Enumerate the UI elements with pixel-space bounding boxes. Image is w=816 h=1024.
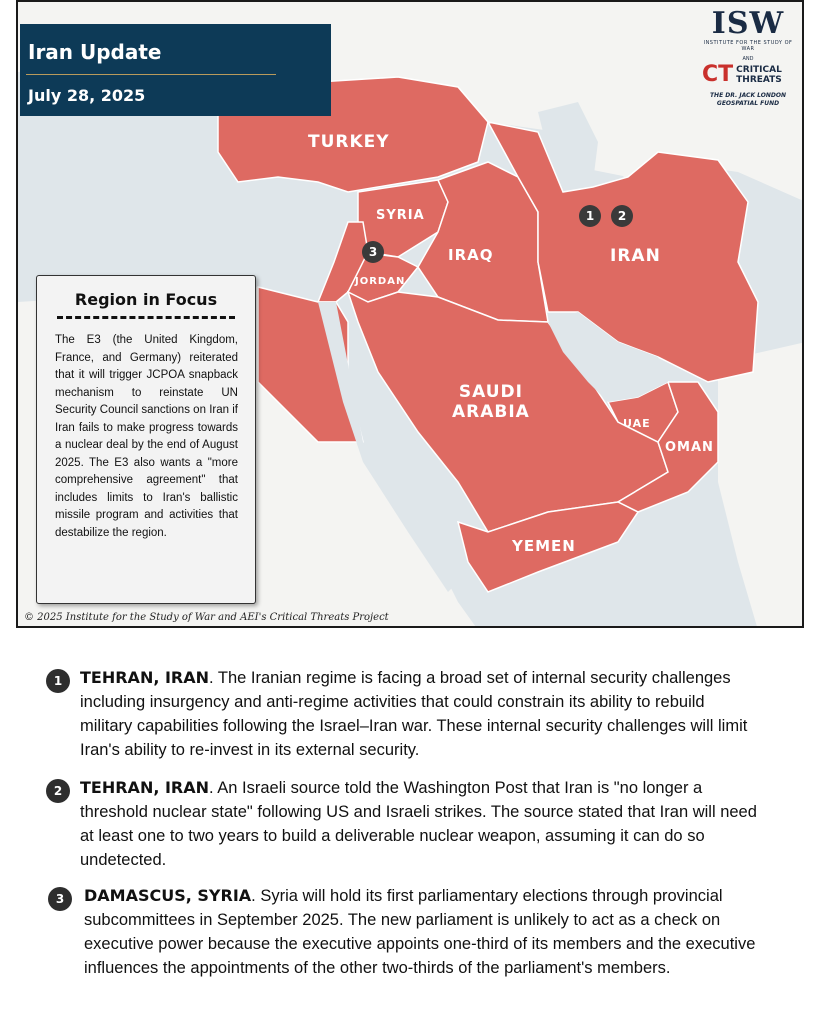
label-uae: UAE — [623, 417, 651, 430]
label-iraq: IRAQ — [448, 246, 494, 264]
label-syria: SYRIA — [376, 208, 425, 223]
update-number-badge: 3 — [48, 887, 72, 911]
update-body: . An Israeli source told the Washington Post that Iran is "no longer a threshold nuclear state" following US and Israeli strikes. The source stated that Iran will need at least one to two years to build a deliverable nuclear weapon, assuming it can do so undetected. — [80, 779, 757, 869]
region-in-focus-divider — [57, 316, 235, 319]
region-in-focus-body: The E3 (the United Kingdom, France, and Germany) reiterated that it will trigger JCPOA snapback mechanism to reinstate UN Security Council sanctions on Iran if Iran fails to make progress towards a nuclear deal by the end of August 2025. The E3 also wants a "more comprehensive agreement" that includes limits to Iran's ballistic missile program and activities that destabilize the region. — [55, 334, 238, 539]
map-copyright: © 2025 Institute for the Study of War and AEI's Critical Threats Project — [24, 612, 389, 623]
map-marker-3[interactable]: 3 — [362, 241, 384, 263]
update-body: . The Iranian regime is facing a broad set of internal security challenges including insurgency and anti-regime activities that could constrain its ability to rebuild military capabilities following the Israel–Iran war. These internal security challenges will limit Iran's ability to re-invest in its external security. — [80, 669, 748, 759]
fund-label: THE DR. JACK LONDON GEOSPATIAL FUND — [709, 92, 787, 107]
ct-logo-name: CRITICAL THREATS — [736, 65, 782, 85]
region-in-focus-panel — [36, 275, 256, 604]
update-location: TEHRAN, IRAN — [80, 668, 210, 687]
update-text — [80, 776, 770, 872]
label-jordan: JORDAN — [355, 276, 406, 287]
update-location: TEHRAN, IRAN — [80, 778, 210, 797]
page-title: Iran Update — [28, 40, 162, 64]
page-date: July 28, 2025 — [28, 86, 146, 105]
map-marker-1[interactable]: 1 — [579, 205, 601, 227]
title-divider — [26, 74, 276, 75]
isw-logo-text: ISW — [711, 6, 785, 41]
update-text — [84, 884, 779, 980]
update-number-badge: 1 — [46, 669, 70, 693]
label-oman: OMAN — [665, 440, 714, 455]
label-saudi-arabia: SAUDI ARABIA — [452, 382, 530, 422]
update-text — [80, 666, 760, 762]
update-number-badge: 2 — [46, 779, 70, 803]
ct-logo-mark: CT — [702, 62, 734, 87]
label-iran: IRAN — [610, 246, 661, 266]
isw-ct-logo — [702, 8, 794, 126]
isw-logo-subtitle: INSTITUTE FOR THE STUDY OF WAR — [703, 40, 793, 52]
logo-and: AND — [742, 56, 754, 62]
map-marker-2[interactable]: 2 — [611, 205, 633, 227]
title-banner — [20, 24, 331, 116]
update-body: . Syria will hold its first parliamentary elections through provincial subcommittees in September 2025. The new parliament is unlikely to act as a check on executive power because the executive appoints one-third of its members and the executive influences the appointments of the other two-thirds of the parliament's members. — [84, 887, 756, 977]
label-turkey: TURKEY — [308, 132, 390, 152]
label-yemen: YEMEN — [512, 537, 576, 555]
ct-logo — [702, 64, 794, 86]
map-panel — [16, 0, 804, 628]
update-location: DAMASCUS, SYRIA — [84, 886, 252, 905]
region-in-focus-heading: Region in Focus — [74, 290, 218, 309]
